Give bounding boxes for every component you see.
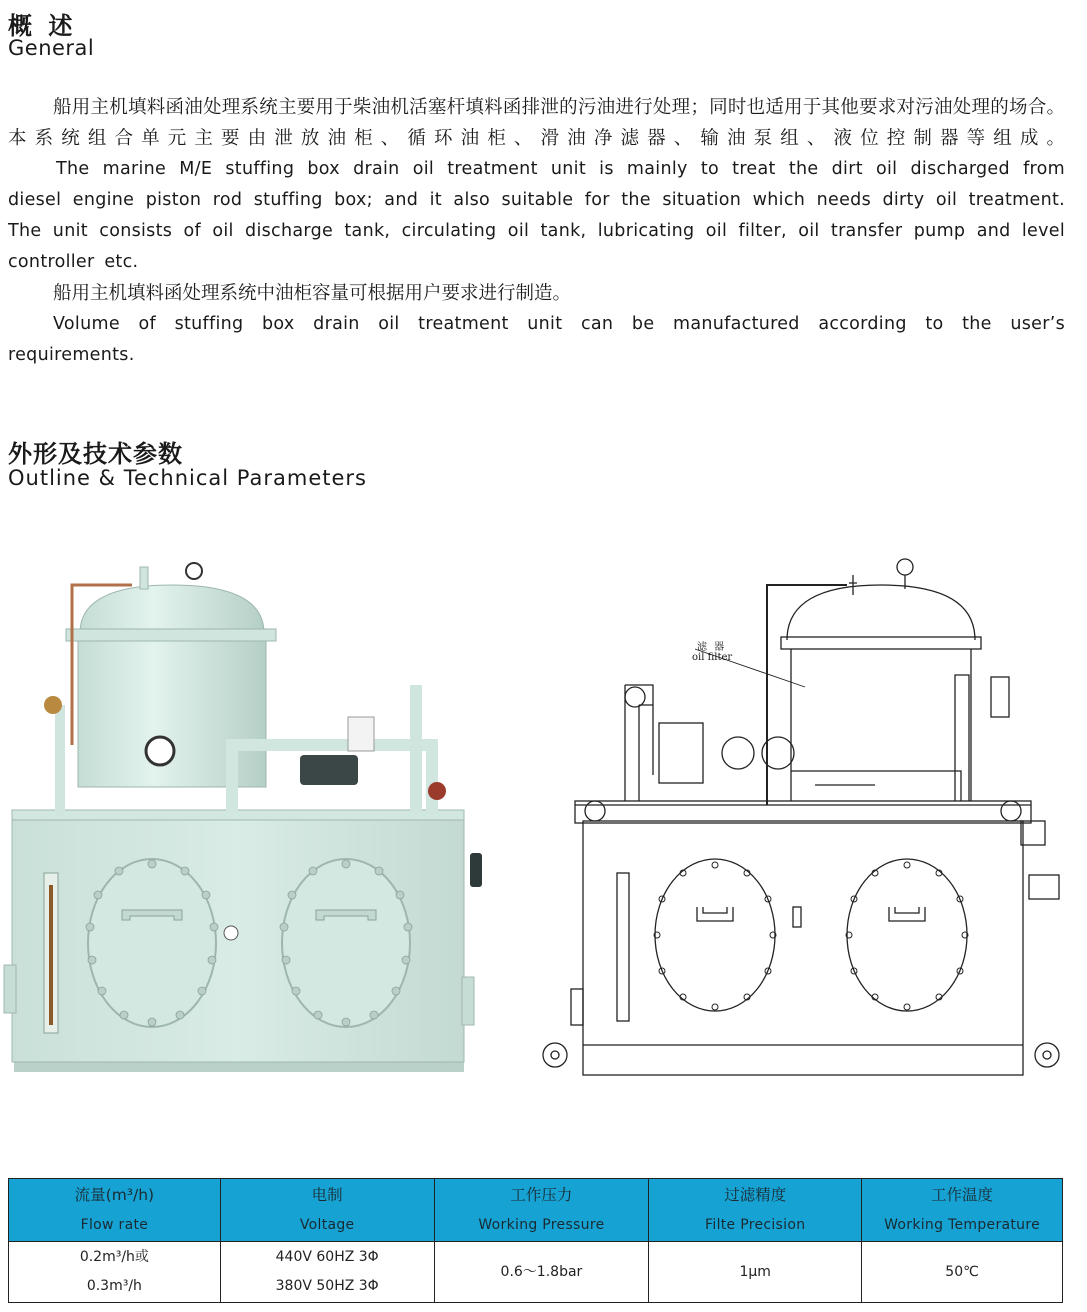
header-working-temperature-cn: 工作温度 [931, 1186, 994, 1204]
header-filter-precision-en: Filte Precision [705, 1217, 806, 1233]
drawing-foot-left-hole [551, 1051, 559, 1059]
vent-pipe [140, 567, 148, 589]
side-pipe-left [4, 965, 16, 1013]
general-para1-cn: 船用主机填料函油处理系统主要用于柴油机活塞杆填料函排泄的污油进行处理；同时也适用于其他要求对污油处理的场合。本系统组合单元主要由泄放油柜、循环油柜、滑油净滤器、输油泵组、液位控制器等组成。 [8, 97, 1065, 149]
unit-photo [0, 555, 500, 1085]
header-voltage-cn: 电制 [311, 1186, 343, 1204]
general-body [8, 92, 1065, 371]
drawing-label-cn: 滤 器 [697, 642, 727, 653]
drawing-valve-left [625, 687, 645, 707]
outline-title-cn: 外形及技术参数 [8, 440, 183, 468]
manhole-left [88, 859, 216, 1027]
drawing-motor [659, 723, 703, 783]
drawing-vent-valve [849, 575, 857, 595]
header-voltage [220, 1179, 434, 1242]
header-working-pressure-cn: 工作压力 [510, 1186, 573, 1204]
filter-flange [66, 629, 276, 641]
header-working-pressure-en: Working Pressure [478, 1217, 605, 1233]
cell-voltage-line1: 440V 60HZ 3Φ [275, 1249, 379, 1265]
drawing-filter-dome [787, 585, 975, 640]
header-flow-rate [9, 1179, 221, 1242]
drawing-level-controller [991, 677, 1009, 717]
drawing-top-flange [575, 801, 1031, 823]
valve-icon [44, 696, 62, 714]
header-working-temperature [862, 1179, 1063, 1242]
general-para1-en: The marine M/E stuffing box drain oil treatment unit is mainly to treat the dirt oil discharged from diesel engine piston rod stuffing box; and it also suitable for the situation which needs dirty oil treatment. The unit consists of oil discharge tank, circulating oil tank, lubricating oil filter, oil transfer pump and level controller etc. [8, 159, 1065, 272]
header-flow-rate-en: Flow rate [80, 1217, 149, 1233]
drawing-lug-left [585, 801, 605, 821]
drawing-manhole-right [847, 859, 967, 1011]
thermometer-icon [224, 926, 238, 940]
drawing-gauge-a-icon [722, 737, 754, 769]
drawing-lug-right [1001, 801, 1021, 821]
outline-title-en: Outline & Technical Parameters [8, 466, 367, 490]
drawing-side-box [1021, 821, 1045, 845]
header-working-pressure [434, 1179, 649, 1242]
header-working-temperature-en: Working Temperature [884, 1217, 1041, 1233]
red-valve-icon [428, 782, 446, 800]
drawing-handle-left [697, 907, 733, 921]
unit-drawing [535, 555, 1075, 1085]
cell-filter-precision: 1μm [649, 1242, 862, 1303]
header-filter-precision [649, 1179, 862, 1242]
drawing-filter-flange [781, 637, 981, 649]
cell-flow-rate-line1: 0.2m³/h或 [79, 1249, 149, 1265]
manhole-right [282, 859, 410, 1027]
drawing-level-gauge [617, 873, 629, 1021]
cell-flow-rate-line2: 0.3m³/h [86, 1278, 142, 1294]
drawing-vent-line [767, 585, 847, 805]
drawing-drain [571, 989, 583, 1025]
general-title-cn: 概 述 [8, 12, 77, 40]
top-pressure-gauge-icon [186, 563, 202, 579]
level-gauge-fluid [49, 885, 53, 1025]
header-flow-rate-cn: 流量(m³/h) [74, 1186, 155, 1204]
drawing-foot-right [1035, 1043, 1059, 1067]
general-para2-cn: 船用主机填料函处理系统中油柜容量可根据用户要求进行制造。 [53, 283, 572, 304]
side-pipe-right [462, 977, 474, 1025]
pump-motor [300, 755, 358, 785]
cell-working-temperature: 50℃ [862, 1242, 1063, 1303]
drawing-thermometer [793, 907, 801, 927]
header-voltage-en: Voltage [299, 1217, 355, 1233]
drawing-handle-right [889, 907, 925, 921]
cell-voltage-line2: 380V 50HZ 3Φ [275, 1278, 379, 1294]
filter-dome [80, 585, 264, 633]
junction-box [348, 717, 374, 751]
parameters-table [8, 1178, 1063, 1303]
level-switch [470, 853, 482, 887]
drawing-foot-left [543, 1043, 567, 1067]
drawing-foot-right-hole [1043, 1051, 1051, 1059]
drawing-manhole-bolts [654, 862, 968, 1010]
drawing-pipe-right [955, 675, 969, 801]
table-row [9, 1242, 1063, 1303]
header-filter-precision-cn: 过滤精度 [724, 1186, 787, 1204]
drawing-tank [583, 821, 1023, 1075]
general-para2-en: Volume of stuffing box drain oil treatment unit can be manufactured according to the user’s requirements. [8, 314, 1065, 365]
parameters-header-row [9, 1179, 1063, 1242]
pressure-gauge-icon [146, 737, 174, 765]
drawing-filter-shell [791, 649, 971, 801]
drawing-side-fitting [1029, 875, 1059, 899]
general-title-en: General [8, 36, 95, 60]
drawing-pressure-gauge-icon [897, 559, 913, 575]
drawing-manhole-left [655, 859, 775, 1011]
cell-flow-rate [9, 1242, 221, 1303]
drawing-pipe-center [791, 771, 961, 801]
drawing-pipe-left [625, 685, 653, 801]
cell-voltage [220, 1242, 434, 1303]
cell-working-pressure: 0.6～1.8bar [434, 1242, 649, 1303]
drawing-label-en: oil filter [692, 652, 733, 663]
